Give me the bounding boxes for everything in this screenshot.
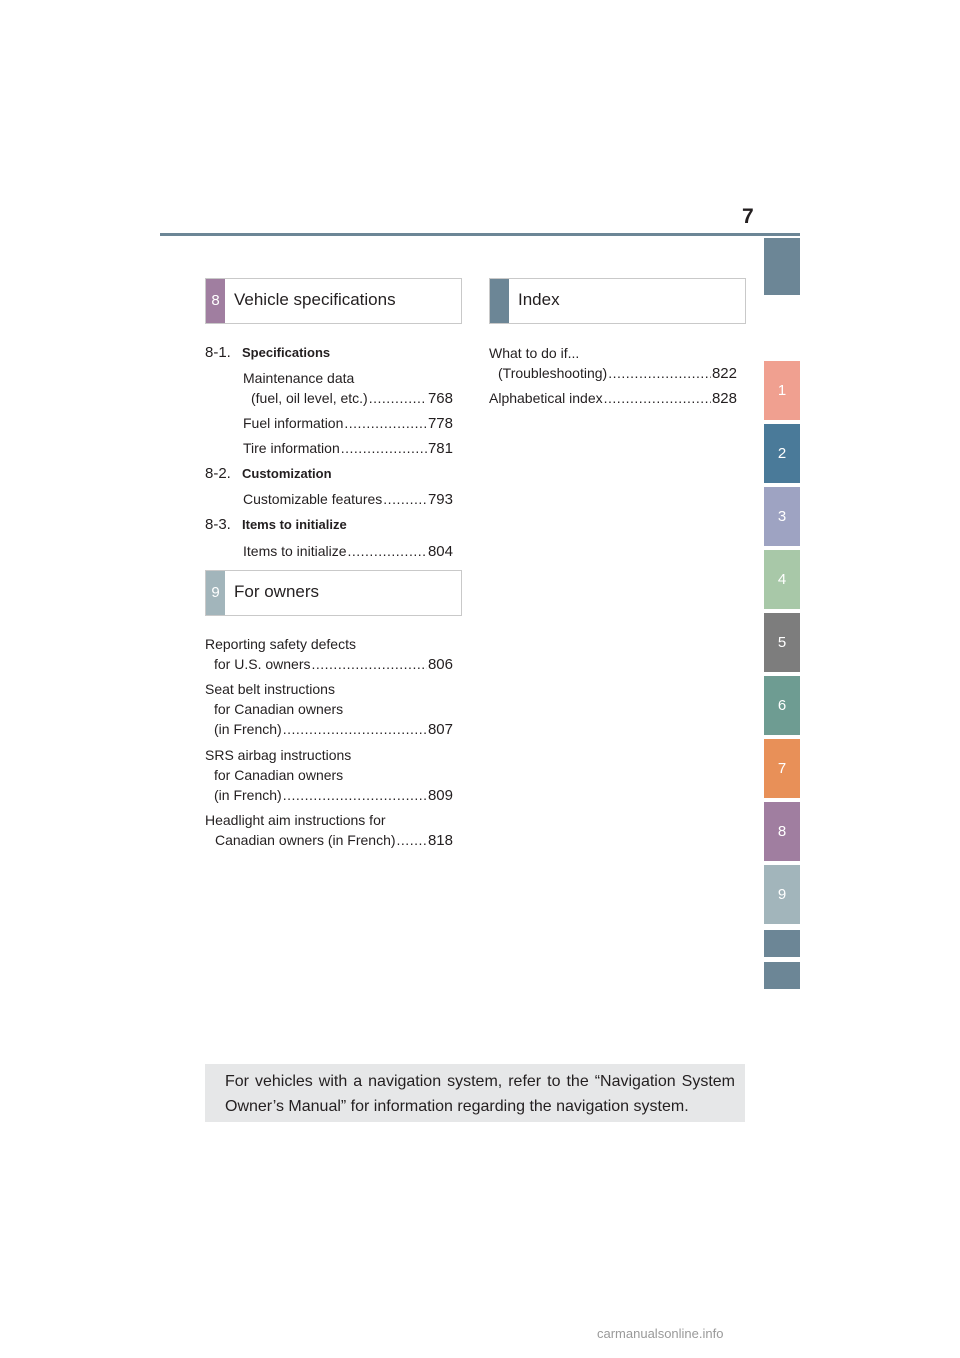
page-ref: 818 — [427, 832, 453, 849]
page-ref: 806 — [427, 656, 453, 673]
page-ref: 804 — [427, 543, 453, 560]
watermark: carmanualsonline.info — [597, 1326, 724, 1341]
toc-entry[interactable] — [214, 785, 453, 806]
section-title: Vehicle specifications — [234, 290, 396, 309]
toc-entry-label[interactable]: for Canadian owners — [214, 767, 344, 783]
page-ref: 793 — [427, 491, 453, 508]
section-title: Index — [518, 290, 560, 309]
leader-dots — [344, 413, 427, 433]
leader-dots — [341, 438, 427, 458]
toc-entry-label: (Troubleshooting) — [498, 365, 608, 381]
toc-entry[interactable] — [214, 654, 453, 675]
toc-entry-label[interactable]: Maintenance data — [243, 370, 355, 386]
section-number: 9 — [206, 571, 225, 615]
leader-dots — [383, 489, 427, 509]
toc-entry-label[interactable]: What to do if... — [489, 345, 580, 361]
toc-entry-label: Alphabetical index — [489, 390, 603, 406]
leader-dots — [283, 785, 427, 805]
toc-entry-label[interactable]: Seat belt instructions — [205, 681, 335, 697]
page-ref: 809 — [427, 787, 453, 804]
chapter-tab-2[interactable]: 2 — [764, 424, 800, 483]
toc-entry-label[interactable]: Headlight aim instructions for — [205, 812, 386, 828]
toc-entry-label: (in French) — [214, 787, 282, 803]
toc-entry[interactable] — [243, 489, 453, 510]
chapter-tab-8[interactable]: 8 — [764, 802, 800, 861]
subsection-8-2 — [205, 465, 332, 482]
page-number: 7 — [742, 205, 754, 228]
toc-entry-label: Items to initialize — [243, 543, 347, 559]
leader-dots — [604, 388, 711, 408]
leader-dots — [311, 654, 426, 674]
toc-entry[interactable] — [243, 413, 453, 434]
subsection-8-3 — [205, 516, 347, 533]
toc-entry-label: Fuel information — [243, 415, 344, 431]
toc-entry-label: Customizable features — [243, 491, 383, 507]
toc-entry[interactable] — [498, 363, 737, 384]
subsection-number: 8-3. — [205, 516, 231, 533]
page-ref: 768 — [427, 390, 453, 407]
toc-entry-label: Tire information — [243, 440, 340, 456]
chapter-tab-3[interactable]: 3 — [764, 487, 800, 546]
page-ref: 828 — [711, 390, 737, 407]
toc-entry[interactable] — [214, 719, 453, 740]
chapter-tab-5[interactable]: 5 — [764, 613, 800, 672]
leader-dots — [608, 363, 711, 383]
toc-entry[interactable] — [243, 438, 453, 459]
subsection-number: 8-2. — [205, 465, 231, 482]
toc-entry-label[interactable]: Reporting safety defects — [205, 636, 356, 652]
chapter-tab-blank[interactable] — [764, 930, 800, 957]
chapter-tab-6[interactable]: 6 — [764, 676, 800, 735]
toc-entry-label[interactable]: for Canadian owners — [214, 701, 344, 717]
page-ref: 822 — [711, 365, 737, 382]
index-header — [489, 278, 746, 324]
chapter-tab-blank[interactable] — [764, 238, 800, 295]
section-title: For owners — [234, 582, 320, 601]
leader-dots — [283, 719, 427, 739]
chapter-tab-7[interactable]: 7 — [764, 739, 800, 798]
chapter-tab-blank[interactable] — [764, 962, 800, 989]
leader-dots — [397, 830, 427, 850]
toc-entry-label: (fuel, oil level, etc.) — [251, 390, 368, 406]
subsection-number: 8-1. — [205, 344, 231, 361]
header-rule — [160, 233, 800, 236]
toc-entry[interactable] — [215, 830, 453, 851]
toc-entry-label[interactable]: SRS airbag instructions — [205, 747, 352, 763]
toc-entry-label: Canadian owners (in French) — [215, 832, 396, 848]
toc-entry[interactable] — [251, 388, 453, 409]
section-9-header — [205, 570, 462, 616]
subsection-title: Customization — [242, 466, 332, 481]
subsection-8-1 — [205, 344, 330, 361]
navigation-note: For vehicles with a navigation system, refer to the “Navigation System Owner’s Manual” for information regarding the navigation system. — [205, 1064, 745, 1122]
page-ref: 807 — [427, 721, 453, 738]
chapter-tab-9[interactable]: 9 — [764, 865, 800, 924]
subsection-title: Items to initialize — [242, 517, 347, 532]
chapter-tab-4[interactable]: 4 — [764, 550, 800, 609]
page-ref: 781 — [427, 440, 453, 457]
toc-entry[interactable] — [489, 388, 737, 409]
leader-dots — [347, 541, 426, 561]
page-ref: 778 — [427, 415, 453, 432]
toc-entry-label: (in French) — [214, 721, 282, 737]
subsection-title: Specifications — [242, 345, 331, 360]
section-color-tab — [490, 279, 509, 323]
section-number: 8 — [206, 279, 225, 323]
section-8-header — [205, 278, 462, 324]
toc-entry[interactable] — [243, 541, 453, 562]
leader-dots — [369, 388, 427, 408]
chapter-tab-1[interactable]: 1 — [764, 361, 800, 420]
toc-entry-label: for U.S. owners — [214, 656, 311, 672]
